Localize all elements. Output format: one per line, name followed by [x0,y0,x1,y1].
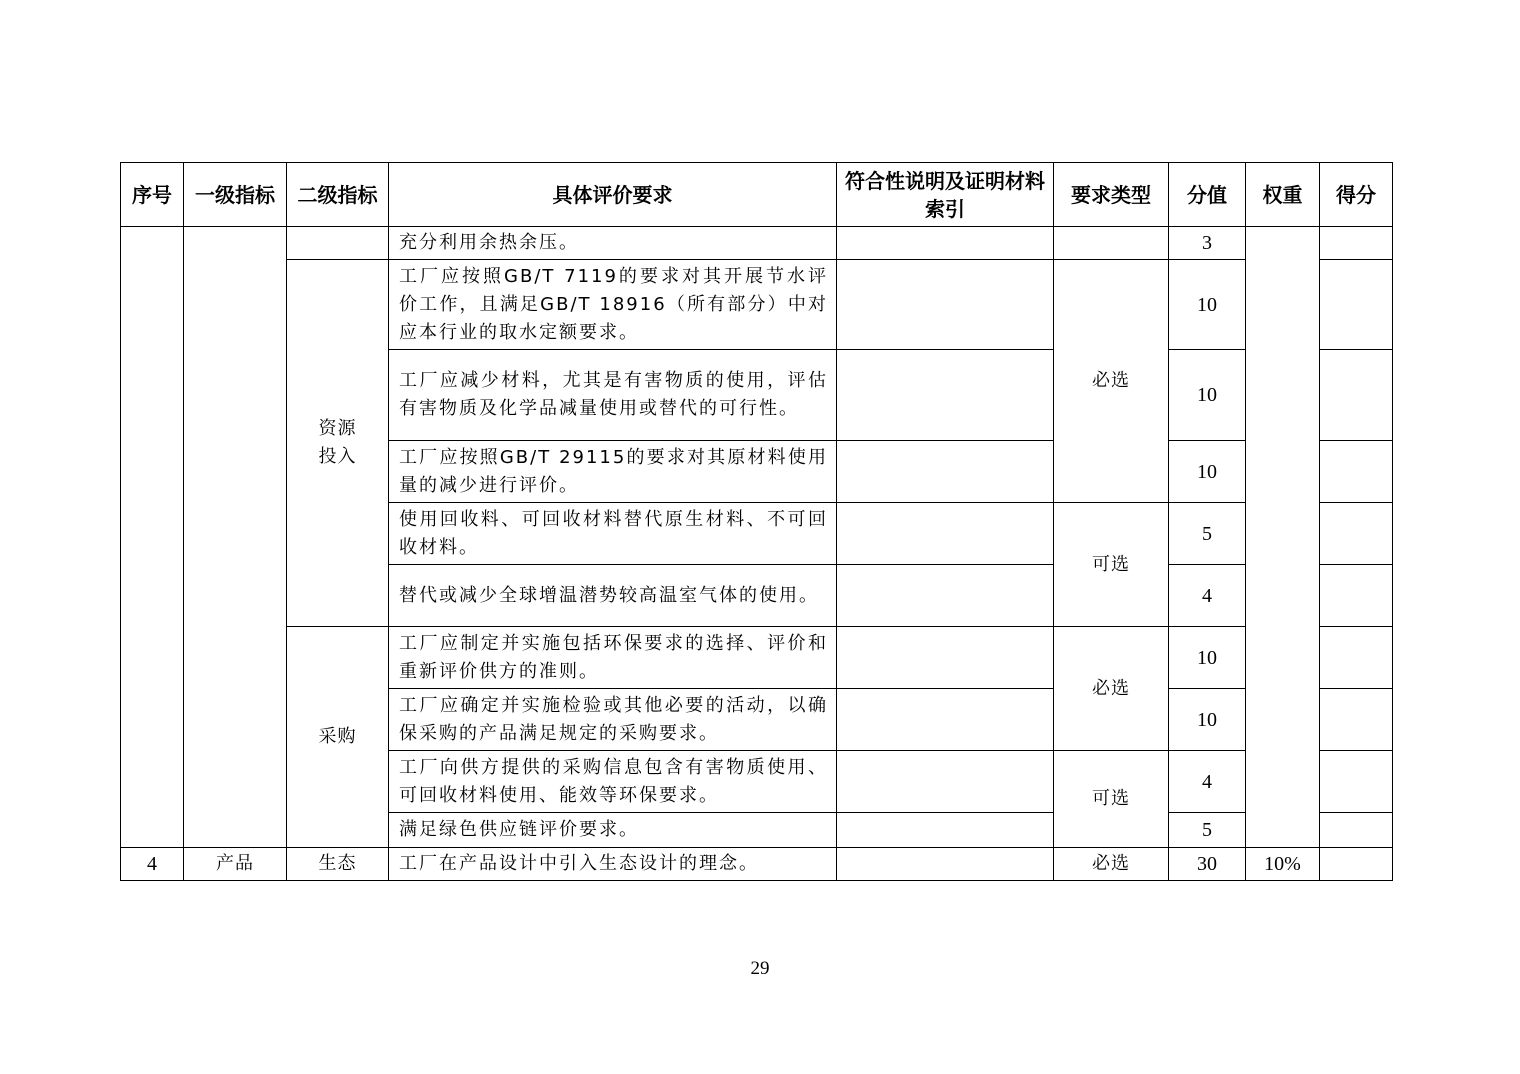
score-cell: 4 [1169,751,1246,813]
group-label: 资源投入 [318,418,357,467]
header-score: 分值 [1169,163,1246,227]
got-cell [1320,751,1393,813]
evidence-cell [837,848,1054,881]
evidence-cell [837,441,1054,503]
score-cell: 3 [1169,227,1246,260]
requirement-cell: 工厂应制定并实施包括环保要求的选择、评价和重新评价供方的准则。 [389,627,837,689]
score-cell: 10 [1169,441,1246,503]
evaluation-table [120,162,1393,881]
page-number: 29 [750,958,770,979]
weight-cell: 10% [1246,848,1320,881]
got-cell [1320,689,1393,751]
evidence-cell [837,751,1054,813]
type-cell [1054,227,1169,260]
evidence-cell [837,260,1054,350]
evidence-cell [837,813,1054,848]
level1-cell [184,227,287,848]
requirement-cell: 替代或减少全球增温潜势较高温室气体的使用。 [389,565,837,627]
score-cell: 5 [1169,813,1246,848]
score-cell: 10 [1169,260,1246,350]
table-row [121,260,1393,350]
group-resource-input [287,260,389,627]
evidence-cell [837,627,1054,689]
got-cell [1320,227,1393,260]
type-cell: 必选 [1054,848,1169,881]
header-weight: 权重 [1246,163,1320,227]
score-cell: 10 [1169,627,1246,689]
header-row [121,163,1393,227]
type-cell: 可选 [1054,751,1169,848]
header-got: 得分 [1320,163,1393,227]
header-evidence: 符合性说明及证明材料索引 [837,163,1054,227]
score-cell: 4 [1169,565,1246,627]
level2-cell: 生态 [287,848,389,881]
got-cell [1320,627,1393,689]
weight-cell [1246,227,1320,848]
level1-cell: 产品 [184,848,287,881]
table-row [121,627,1393,689]
type-cell: 必选 [1054,627,1169,751]
requirement-cell: 工厂在产品设计中引入生态设计的理念。 [389,848,837,881]
requirement-cell: 工厂应按照GB/T 29115的要求对其原材料使用量的减少进行评价。 [389,441,837,503]
type-cell: 必选 [1054,260,1169,503]
got-cell [1320,503,1393,565]
score-cell: 5 [1169,503,1246,565]
table-row [121,227,1393,260]
got-cell [1320,441,1393,503]
got-cell [1320,813,1393,848]
evidence-cell [837,503,1054,565]
evidence-cell [837,227,1054,260]
header-seq: 序号 [121,163,184,227]
seq-cell [121,227,184,848]
header-type: 要求类型 [1054,163,1169,227]
got-cell [1320,848,1393,881]
evidence-cell [837,689,1054,751]
requirement-cell: 工厂应减少材料，尤其是有害物质的使用，评估有害物质及化学品减量使用或替代的可行性。 [389,350,837,441]
evidence-cell [837,350,1054,441]
requirement-cell: 工厂向供方提供的采购信息包含有害物质使用、可回收材料使用、能效等环保要求。 [389,751,837,813]
requirement-cell: 满足绿色供应链评价要求。 [389,813,837,848]
got-cell [1320,260,1393,350]
header-level2: 二级指标 [287,163,389,227]
requirement-cell: 工厂应确定并实施检验或其他必要的活动，以确保采购的产品满足规定的采购要求。 [389,689,837,751]
group-procurement: 采购 [287,627,389,848]
requirement-cell: 使用回收料、可回收材料替代原生材料、不可回收材料。 [389,503,837,565]
score-cell: 30 [1169,848,1246,881]
got-cell [1320,350,1393,441]
header-level1: 一级指标 [184,163,287,227]
evidence-cell [837,565,1054,627]
level2-cell [287,227,389,260]
score-cell: 10 [1169,350,1246,441]
type-cell: 可选 [1054,503,1169,627]
got-cell [1320,565,1393,627]
requirement-cell: 工厂应按照GB/T 7119的要求对其开展节水评价工作，且满足GB/T 18916（所有部分）中对应本行业的取水定额要求。 [389,260,837,350]
header-requirement: 具体评价要求 [389,163,837,227]
score-cell: 10 [1169,689,1246,751]
requirement-cell: 充分利用余热余压。 [389,227,837,260]
table-row [121,848,1393,881]
seq-cell: 4 [121,848,184,881]
